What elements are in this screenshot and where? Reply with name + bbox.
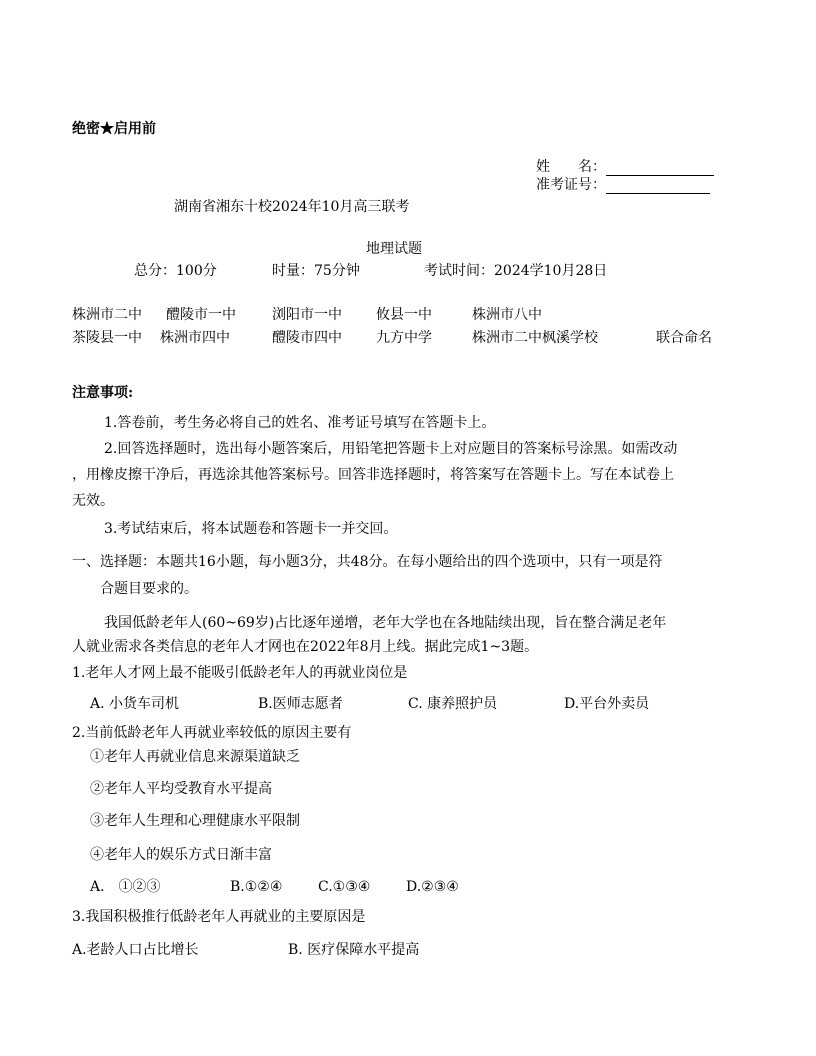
question-3-option-a[interactable]: A.老龄人口占比增长 [72, 942, 199, 958]
name-field [536, 158, 714, 176]
school-3: 浏阳市一中 [272, 307, 342, 323]
id-blank [606, 179, 710, 194]
question-2-stem: 2.当前低龄老年人再就业率较低的原因主要有 [72, 725, 352, 741]
question-3-stem: 3.我国积极推行低龄老年人再就业的主要原因是 [72, 909, 366, 925]
question-2-option-b[interactable]: B.①②④ [230, 879, 283, 895]
question-1-option-d[interactable]: D.平台外卖员 [564, 696, 650, 712]
question-2-option-d[interactable]: D.②③④ [406, 879, 459, 895]
question-1-option-c[interactable]: C. 康养照护员 [408, 696, 498, 712]
exam-subject: 地理试题 [366, 241, 422, 257]
id-field [536, 176, 710, 194]
school-8: 醴陵市四中 [272, 330, 342, 346]
name-blank [606, 161, 714, 176]
question-1-stem: 1.老年人才网上最不能吸引低龄老年人的再就业岗位是 [72, 665, 408, 681]
name-label: 姓 名： [536, 159, 606, 175]
question-1-option-a[interactable]: A. 小货车司机 [90, 696, 180, 712]
question-2-option-c[interactable]: C.①③④ [318, 879, 371, 895]
section-heading-line-2: 合题目要求的。 [100, 581, 198, 597]
school-1: 株洲市二中 [72, 307, 142, 323]
question-2-item-2: ②老年人平均受教育水平提高 [90, 781, 272, 797]
note-item-1: 1.答卷前，考生务必将自己的姓名、准考证号填写在答题卡上。 [104, 415, 496, 431]
note-item-3: 3.考试结束后，将本试题卷和答题卡一并交回。 [104, 521, 398, 537]
school-10: 株洲市二中枫溪学校 [472, 330, 598, 346]
school-9: 九方中学 [376, 330, 432, 346]
exam-score: 总分：100分 [134, 263, 217, 279]
school-2: 醴陵市一中 [166, 307, 236, 323]
confidential-mark: 绝密★启用前 [72, 121, 156, 137]
question-2-item-3: ③老年人生理和心理健康水平限制 [90, 813, 300, 829]
section-heading-line-1: 一、选择题：本题共16小题，每小题3分，共48分。在每小题给出的四个选项中，只有一项是符 [72, 554, 663, 570]
note-item-2-line-2: ，用橡皮擦干净后，再选涂其他答案标号。回答非选择题时，将答案写在答题卡上。写在本试卷上 [72, 467, 674, 483]
notes-title: 注意事项: [72, 385, 134, 401]
school-4: 攸县一中 [376, 307, 432, 323]
note-item-2-line-1: 2.回答选择题时，选出每小题答案后，用铅笔把答题卡上对应题目的答案标号涂黑。如需改动 [104, 441, 678, 457]
exam-title: 湖南省湘东十校2024年10月高三联考 [174, 199, 410, 215]
id-label: 准考证号： [536, 177, 606, 193]
school-6: 茶陵县一中 [72, 330, 142, 346]
school-7: 株洲市四中 [160, 330, 230, 346]
passage-line-1: 我国低龄老年人(60~69岁)占比逐年递增，老年大学也在各地陆续出现，旨在整合满足老年 [104, 615, 667, 631]
note-item-2-line-3: 无效。 [72, 493, 114, 509]
question-2-item-1: ①老年人再就业信息来源渠道缺乏 [90, 749, 300, 765]
exam-date: 考试时间：2024学10月28日 [424, 263, 608, 279]
school-5: 株洲市八中 [472, 307, 542, 323]
exam-duration: 时量：75分钟 [272, 263, 360, 279]
question-2-option-a[interactable]: A． ①②③ [90, 879, 161, 895]
joint-naming: 联合命名 [656, 330, 712, 346]
question-1-option-b[interactable]: B.医师志愿者 [258, 696, 343, 712]
passage-line-2: 人就业需求各类信息的老年人才网也在2022年8月上线。据此完成1~3题。 [72, 639, 539, 655]
question-3-option-b[interactable]: B. 医疗保障水平提高 [288, 942, 420, 958]
question-2-item-4: ④老年人的娱乐方式日渐丰富 [90, 847, 272, 863]
